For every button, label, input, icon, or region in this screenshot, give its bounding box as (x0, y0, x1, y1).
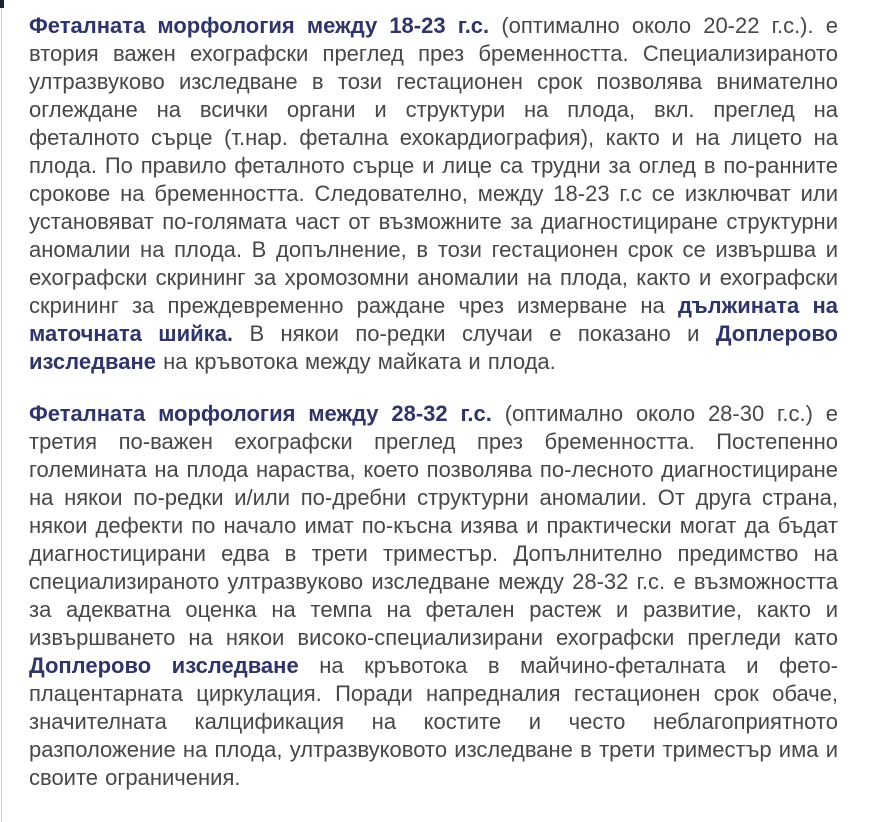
paragraph-text: (оптимално около 20-22 г.с.). е втория важен ехографски преглед през бременността. Специализираното ултразвуково изследване в този гестационен срок позволява внимателно оглеждане на всички органи и структури на плода, вкл. преглед на феталното сърце (т.нар. фетална ехокардиография), както и на лицето на плода. По правило феталното сърце и лице са трудни за оглед в по-ранните срокове на бременността. Следователно, между 18-23 г.с се изключват или установяват по-голямата част от възможните за диагностициране структурни аномалии на плода. В допълнение, в този гестационен срок се извършва и ехографски скрининг за хромозомни аномалии на плода, както и ехографски скрининг за преждевременно раждане чрез измерване на (29, 13, 839, 318)
paragraph-text: В някои по-редки случаи е показано и (233, 321, 716, 346)
bold-phrase-doppler-study: Доплерово изследване (29, 653, 299, 678)
paragraph-fetal-morphology-18-23 (29, 12, 838, 376)
paragraph-text: на кръвотока в майчино-феталната и фето-плацентарната циркулация. Поради напредналия гестационен срок обаче, значителната калцификация на костите и често неблагоприятното разположение на плода, ултразвуковото изследване в трети триместър има и своите ограничения. (29, 653, 839, 790)
paragraph-text: (оптимално около 28-30 г.с.) е третия по-важен ехографски преглед през бременността. Постепенно големината на плода нараства, което позволява по-лесното диагностициране на някои по-редки и/или по-дребни структурни аномалии. От друга страна, някои дефекти по начало имат по-късна изява и практически могат да бъдат диагностицирани едва в трети триместър. Допълнително предимство на специализираното ултразвуково изследване между 28-32 г.с. е възможността за адекватна оценка на темпа на фетален растеж и развитие, както и извършването на някои високо-специализирани ехографски прегледи като (29, 401, 838, 650)
paragraph-fetal-morphology-28-32 (29, 400, 838, 792)
paragraph-text: на кръвотока между майката и плода. (156, 349, 556, 374)
bold-phrase-cervix-length: дължината на маточната шийка. (29, 293, 839, 346)
bold-phrase-doppler-study: Доплерово изследване (29, 321, 838, 374)
heading-fetal-morphology-28-32: Феталната морфология между 28-32 г.с. (29, 401, 492, 426)
heading-fetal-morphology-18-23: Феталната морфология между 18-23 г.с. (29, 13, 490, 38)
